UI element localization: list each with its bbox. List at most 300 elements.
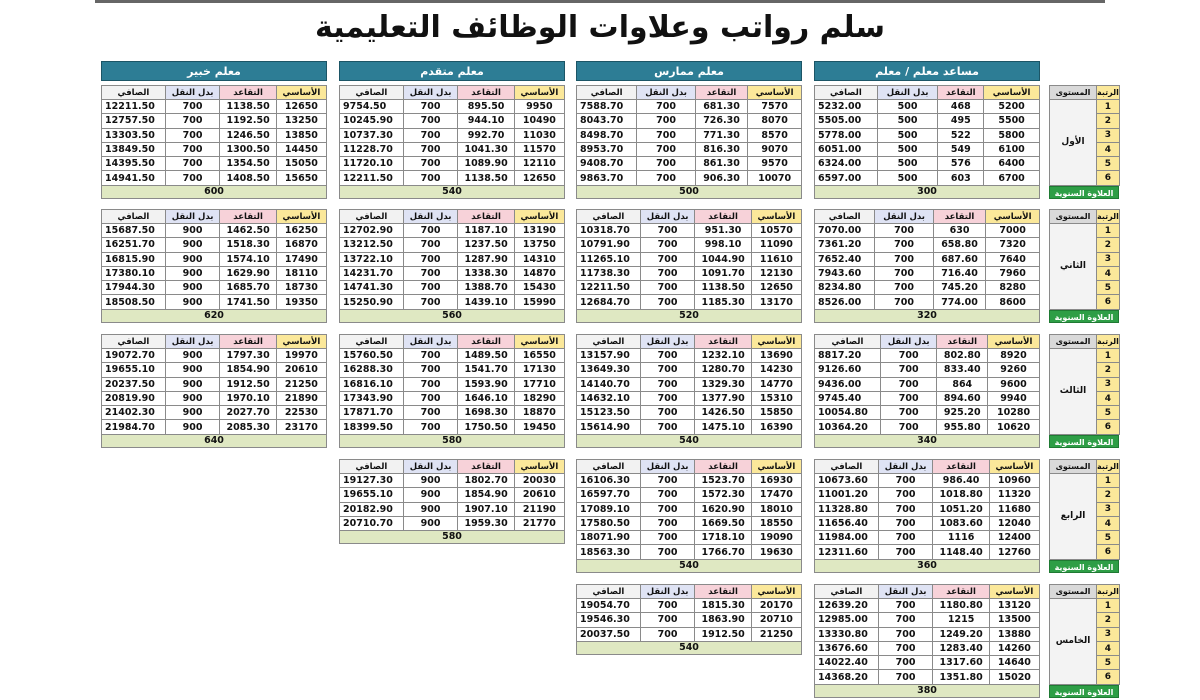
col-header-net: الصافي	[815, 585, 879, 599]
transport-cell: 700	[165, 128, 220, 142]
transport-cell: 700	[640, 502, 695, 516]
annual-allowance-value: 580	[339, 435, 565, 448]
transport-cell: 700	[878, 670, 933, 684]
rank-number: 4	[1097, 266, 1120, 280]
transport-cell: 700	[640, 531, 695, 545]
basic-cell: 7960	[986, 266, 1040, 280]
table-row	[577, 100, 802, 114]
net-cell: 10245.90	[340, 114, 404, 128]
basic-cell: 18010	[751, 502, 801, 516]
salary-table-L4-c1	[814, 459, 1040, 573]
table-row	[102, 281, 327, 295]
table-row	[102, 406, 327, 420]
table-row	[815, 627, 1040, 641]
basic-cell: 18730	[276, 281, 326, 295]
transport-cell: 700	[640, 266, 695, 280]
rank-number: 6	[1097, 420, 1120, 434]
basic-cell: 20710	[751, 613, 801, 627]
net-cell: 10318.70	[577, 224, 641, 238]
basic-cell: 13750	[514, 238, 564, 252]
basic-cell: 12650	[276, 100, 326, 114]
table-row	[102, 171, 327, 185]
annual-allowance-value: 340	[814, 435, 1040, 448]
transport-cell: 700	[640, 238, 695, 252]
basic-cell: 10570	[751, 224, 801, 238]
table-row	[577, 545, 802, 559]
retirement-cell: 1283.40	[933, 641, 989, 655]
table-row	[102, 128, 327, 142]
level-header: المستوى	[1050, 86, 1097, 100]
basic-cell: 19970	[276, 349, 326, 363]
col-header-net: الصافي	[815, 210, 875, 224]
transport-cell: 700	[878, 613, 933, 627]
col-header-basic: الأساسي	[984, 86, 1040, 100]
retirement-cell: 522	[938, 128, 984, 142]
retirement-cell: 1300.50	[220, 142, 276, 156]
col-header-retirement: التقاعد	[695, 585, 751, 599]
transport-cell: 700	[640, 488, 695, 502]
transport-cell: 700	[880, 349, 936, 363]
transport-cell: 700	[403, 281, 458, 295]
rank-number: 5	[1097, 157, 1120, 171]
annual-allowance-value: 320	[814, 310, 1040, 323]
net-cell: 19054.70	[577, 599, 641, 613]
table-row	[815, 516, 1040, 530]
rank-header: الرتبة	[1097, 335, 1120, 349]
net-cell: 16288.30	[340, 363, 404, 377]
level-column-L5	[1049, 584, 1120, 697]
table-row	[815, 613, 1040, 627]
basic-cell: 8280	[986, 281, 1040, 295]
col-header-basic: الأساسي	[751, 460, 801, 474]
retirement-cell: 716.40	[933, 266, 985, 280]
retirement-cell: 1408.50	[220, 171, 276, 185]
net-cell: 18563.30	[577, 545, 641, 559]
col-header-retirement: التقاعد	[220, 335, 276, 349]
table-row	[577, 171, 802, 185]
net-cell: 14395.50	[102, 157, 166, 171]
net-cell: 13649.30	[577, 363, 641, 377]
transport-cell: 700	[165, 157, 220, 171]
annual-allowance-value: 500	[576, 186, 802, 199]
table-row	[815, 641, 1040, 655]
basic-cell: 19630	[751, 545, 801, 559]
table-row	[815, 281, 1040, 295]
transport-cell: 700	[637, 128, 695, 142]
basic-cell: 9260	[988, 363, 1040, 377]
transport-cell: 700	[403, 363, 458, 377]
transport-cell: 700	[403, 114, 458, 128]
basic-cell: 18550	[751, 516, 801, 530]
retirement-cell: 576	[938, 157, 984, 171]
basic-cell: 15310	[751, 391, 801, 405]
transport-cell: 700	[403, 252, 458, 266]
basic-cell: 17130	[514, 363, 564, 377]
col-header-basic: الأساسي	[748, 86, 802, 100]
retirement-cell: 864	[937, 377, 988, 391]
basic-cell: 12650	[514, 171, 564, 185]
col-header-retirement: التقاعد	[933, 460, 989, 474]
net-cell: 15123.50	[577, 406, 641, 420]
net-cell: 7943.60	[815, 266, 875, 280]
col-header-transport: بدل النقل	[403, 335, 458, 349]
annual-allowance-value: 640	[101, 435, 327, 448]
col-header-basic: الأساسي	[986, 210, 1040, 224]
transport-cell: 700	[165, 114, 220, 128]
table-row	[340, 406, 565, 420]
top-rule	[95, 0, 1105, 3]
net-cell: 9745.40	[815, 391, 881, 405]
transport-cell: 700	[637, 157, 695, 171]
table-row	[340, 377, 565, 391]
table-row	[577, 377, 802, 391]
basic-cell: 8570	[748, 128, 802, 142]
level-header: المستوى	[1050, 210, 1097, 224]
net-cell: 10737.30	[340, 128, 404, 142]
basic-cell: 15850	[751, 406, 801, 420]
level-name: الخامس	[1050, 599, 1097, 685]
basic-cell: 12040	[989, 516, 1039, 530]
retirement-cell: 658.80	[933, 238, 985, 252]
col-header-retirement: التقاعد	[695, 210, 751, 224]
table-row	[340, 295, 565, 309]
table-row	[815, 295, 1040, 309]
net-cell: 9754.50	[340, 100, 404, 114]
basic-cell: 12760	[989, 545, 1039, 559]
table-row	[340, 281, 565, 295]
col-header-net: الصافي	[577, 86, 637, 100]
retirement-cell: 2027.70	[220, 406, 276, 420]
table-row	[577, 599, 802, 613]
transport-cell: 700	[403, 224, 458, 238]
annual-allowance-value: 300	[814, 186, 1040, 199]
transport-cell: 700	[875, 295, 933, 309]
annual-allowance-value: 540	[576, 435, 802, 448]
net-cell: 13303.50	[102, 128, 166, 142]
col-header-retirement: التقاعد	[938, 86, 984, 100]
retirement-cell: 468	[938, 100, 984, 114]
annual-allowance-value: 560	[339, 310, 565, 323]
transport-cell: 700	[878, 599, 933, 613]
transport-cell: 700	[640, 627, 695, 641]
retirement-cell: 1138.50	[458, 171, 514, 185]
retirement-cell: 1572.30	[695, 488, 751, 502]
col-header-net: الصافي	[340, 460, 404, 474]
retirement-cell: 1091.70	[695, 266, 751, 280]
retirement-cell: 1329.30	[695, 377, 751, 391]
table-row	[340, 474, 565, 488]
table-row	[340, 516, 565, 530]
transport-cell: 500	[877, 114, 938, 128]
retirement-cell: 1249.20	[933, 627, 989, 641]
net-cell: 12639.20	[815, 599, 879, 613]
net-cell: 20710.70	[340, 516, 404, 530]
basic-cell: 13170	[751, 295, 801, 309]
transport-cell: 900	[165, 295, 220, 309]
net-cell: 13157.90	[577, 349, 641, 363]
net-cell: 11228.70	[340, 142, 404, 156]
col-header-transport: بدل النقل	[165, 86, 220, 100]
table-row	[815, 128, 1040, 142]
table-row	[577, 142, 802, 156]
salary-table-L4-c2	[576, 459, 802, 573]
table-row	[815, 377, 1040, 391]
col-header-retirement: التقاعد	[695, 460, 751, 474]
col-header-transport: بدل النقل	[878, 585, 933, 599]
table-row	[102, 114, 327, 128]
transport-cell: 700	[640, 420, 695, 434]
basic-cell: 13190	[514, 224, 564, 238]
col-header-transport: بدل النقل	[403, 86, 458, 100]
net-cell: 15614.90	[577, 420, 641, 434]
basic-cell: 5500	[984, 114, 1040, 128]
net-cell: 21402.30	[102, 406, 166, 420]
transport-cell: 700	[875, 238, 933, 252]
annual-allowance-label: العلاوة السنوية	[1049, 310, 1119, 323]
retirement-cell: 1044.90	[695, 252, 751, 266]
table-row	[577, 128, 802, 142]
retirement-cell: 774.00	[933, 295, 985, 309]
retirement-cell: 1246.50	[220, 128, 276, 142]
basic-cell: 13690	[751, 349, 801, 363]
net-cell: 17944.30	[102, 281, 166, 295]
net-cell: 11656.40	[815, 516, 879, 530]
salary-table-L4-c3	[339, 459, 565, 544]
transport-cell: 700	[165, 171, 220, 185]
net-cell: 20819.90	[102, 391, 166, 405]
col-header-basic: الأساسي	[751, 335, 801, 349]
table-row	[102, 349, 327, 363]
net-cell: 6597.00	[815, 171, 878, 185]
basic-cell: 12110	[514, 157, 564, 171]
retirement-cell: 1180.80	[933, 599, 989, 613]
rank-number: 2	[1097, 363, 1120, 377]
retirement-cell: 1959.30	[458, 516, 514, 530]
basic-cell: 7320	[986, 238, 1040, 252]
net-cell: 8817.20	[815, 349, 881, 363]
retirement-cell: 1970.10	[220, 391, 276, 405]
table-row	[340, 266, 565, 280]
table-row	[577, 406, 802, 420]
rank-number: 2	[1097, 238, 1120, 252]
table-row	[577, 295, 802, 309]
net-cell: 13330.80	[815, 627, 879, 641]
col-header-basic: الأساسي	[514, 86, 564, 100]
retirement-cell: 802.80	[937, 349, 988, 363]
table-row	[340, 238, 565, 252]
rank-number: 4	[1097, 516, 1120, 530]
level-header: المستوى	[1050, 335, 1097, 349]
transport-cell: 700	[640, 281, 695, 295]
transport-cell: 700	[640, 613, 695, 627]
rank-number: 5	[1097, 531, 1120, 545]
basic-cell: 20610	[276, 363, 326, 377]
basic-cell: 10070	[748, 171, 802, 185]
retirement-cell: 1854.90	[220, 363, 276, 377]
level-header: المستوى	[1050, 585, 1097, 599]
col-header-retirement: التقاعد	[458, 86, 514, 100]
retirement-cell: 1317.60	[933, 656, 989, 670]
basic-cell: 9070	[748, 142, 802, 156]
annual-allowance-value: 620	[101, 310, 327, 323]
transport-cell: 700	[403, 377, 458, 391]
transport-cell: 700	[875, 252, 933, 266]
table-row	[102, 224, 327, 238]
basic-cell: 17710	[514, 377, 564, 391]
rank-number: 6	[1097, 545, 1120, 559]
retirement-cell: 895.50	[458, 100, 514, 114]
rank-number: 6	[1097, 295, 1120, 309]
net-cell: 12211.50	[577, 281, 641, 295]
rank-number: 1	[1097, 100, 1120, 114]
retirement-cell: 894.60	[937, 391, 988, 405]
transport-cell: 900	[165, 238, 220, 252]
transport-cell: 900	[165, 281, 220, 295]
basic-cell: 11090	[751, 238, 801, 252]
col-header-transport: بدل النقل	[637, 86, 695, 100]
basic-cell: 14640	[989, 656, 1039, 670]
transport-cell: 700	[640, 252, 695, 266]
transport-cell: 500	[877, 128, 938, 142]
basic-cell: 15050	[276, 157, 326, 171]
table-row	[340, 349, 565, 363]
salary-table-L1-c1	[814, 85, 1040, 199]
net-cell: 14140.70	[577, 377, 641, 391]
transport-cell: 700	[403, 266, 458, 280]
col-header-net: الصافي	[815, 335, 881, 349]
col-header-basic: الأساسي	[514, 460, 564, 474]
basic-cell: 7000	[986, 224, 1040, 238]
basic-cell: 6100	[984, 142, 1040, 156]
net-cell: 10791.90	[577, 238, 641, 252]
table-row	[577, 420, 802, 434]
net-cell: 7588.70	[577, 100, 637, 114]
retirement-cell: 1541.70	[458, 363, 514, 377]
transport-cell: 700	[640, 406, 695, 420]
level-column-L2	[1049, 209, 1120, 322]
table-row	[340, 114, 565, 128]
net-cell: 17343.90	[340, 391, 404, 405]
transport-cell: 900	[165, 252, 220, 266]
net-cell: 12702.90	[340, 224, 404, 238]
transport-cell: 700	[640, 363, 695, 377]
col-header-basic: الأساسي	[276, 86, 326, 100]
basic-cell: 11320	[989, 488, 1039, 502]
retirement-cell: 1797.30	[220, 349, 276, 363]
basic-cell: 6700	[984, 171, 1040, 185]
col-header-transport: بدل النقل	[875, 210, 933, 224]
annual-allowance-value: 600	[101, 186, 327, 199]
col-header-basic: الأساسي	[514, 335, 564, 349]
transport-cell: 900	[165, 420, 220, 434]
transport-cell: 700	[878, 656, 933, 670]
transport-cell: 700	[875, 224, 933, 238]
table-row	[815, 224, 1040, 238]
retirement-cell: 603	[938, 171, 984, 185]
basic-cell: 8920	[988, 349, 1040, 363]
col-header-basic: الأساسي	[514, 210, 564, 224]
table-row	[815, 349, 1040, 363]
table-row	[340, 171, 565, 185]
rank-header: الرتبة	[1097, 585, 1120, 599]
table-row	[577, 266, 802, 280]
col-header-retirement: التقاعد	[458, 210, 514, 224]
transport-cell: 900	[165, 377, 220, 391]
retirement-cell: 1907.10	[458, 502, 514, 516]
net-cell: 14632.10	[577, 391, 641, 405]
basic-cell: 21250	[276, 377, 326, 391]
net-cell: 13722.10	[340, 252, 404, 266]
net-cell: 12985.00	[815, 613, 879, 627]
table-row	[577, 157, 802, 171]
basic-cell: 21890	[276, 391, 326, 405]
basic-cell: 10490	[514, 114, 564, 128]
transport-cell: 700	[640, 474, 695, 488]
basic-cell: 11570	[514, 142, 564, 156]
transport-cell: 700	[403, 238, 458, 252]
transport-cell: 700	[640, 391, 695, 405]
transport-cell: 700	[880, 363, 936, 377]
basic-cell: 14230	[751, 363, 801, 377]
table-row	[102, 266, 327, 280]
retirement-cell: 1439.10	[458, 295, 514, 309]
retirement-cell: 1593.90	[458, 377, 514, 391]
table-row	[815, 420, 1040, 434]
transport-cell: 900	[403, 502, 458, 516]
rank-number: 3	[1097, 252, 1120, 266]
retirement-cell: 998.10	[695, 238, 751, 252]
table-row	[577, 613, 802, 627]
retirement-cell: 1338.30	[458, 266, 514, 280]
net-cell: 12311.60	[815, 545, 879, 559]
retirement-cell: 1912.50	[695, 627, 751, 641]
retirement-cell: 906.30	[695, 171, 747, 185]
basic-cell: 5200	[984, 100, 1040, 114]
annual-allowance-value: 360	[814, 560, 1040, 573]
annual-allowance-label: العلاوة السنوية	[1049, 435, 1119, 448]
col-header-net: الصافي	[577, 585, 641, 599]
rank-number: 4	[1097, 391, 1120, 405]
transport-cell: 500	[877, 142, 938, 156]
net-cell: 19127.30	[340, 474, 404, 488]
retirement-cell: 630	[933, 224, 985, 238]
col-header-transport: بدل النقل	[165, 335, 220, 349]
table-row	[340, 100, 565, 114]
net-cell: 10673.60	[815, 474, 879, 488]
level-name: الثالث	[1050, 349, 1097, 435]
net-cell: 12757.50	[102, 114, 166, 128]
net-cell: 7652.40	[815, 252, 875, 266]
col-header-net: الصافي	[340, 86, 404, 100]
retirement-cell: 955.80	[937, 420, 988, 434]
basic-cell: 14310	[514, 252, 564, 266]
retirement-cell: 1669.50	[695, 516, 751, 530]
table-row	[340, 420, 565, 434]
basic-cell: 15020	[989, 670, 1039, 684]
col-header-retirement: التقاعد	[458, 335, 514, 349]
net-cell: 11001.20	[815, 488, 879, 502]
table-row	[577, 516, 802, 530]
table-row	[340, 363, 565, 377]
basic-cell: 16250	[276, 224, 326, 238]
retirement-cell: 1646.10	[458, 391, 514, 405]
level-name: الرابع	[1050, 474, 1097, 560]
salary-table-L2-c2	[576, 209, 802, 323]
table-row	[815, 391, 1040, 405]
retirement-cell: 1741.50	[220, 295, 276, 309]
transport-cell: 700	[640, 516, 695, 530]
net-cell: 6324.00	[815, 157, 878, 171]
